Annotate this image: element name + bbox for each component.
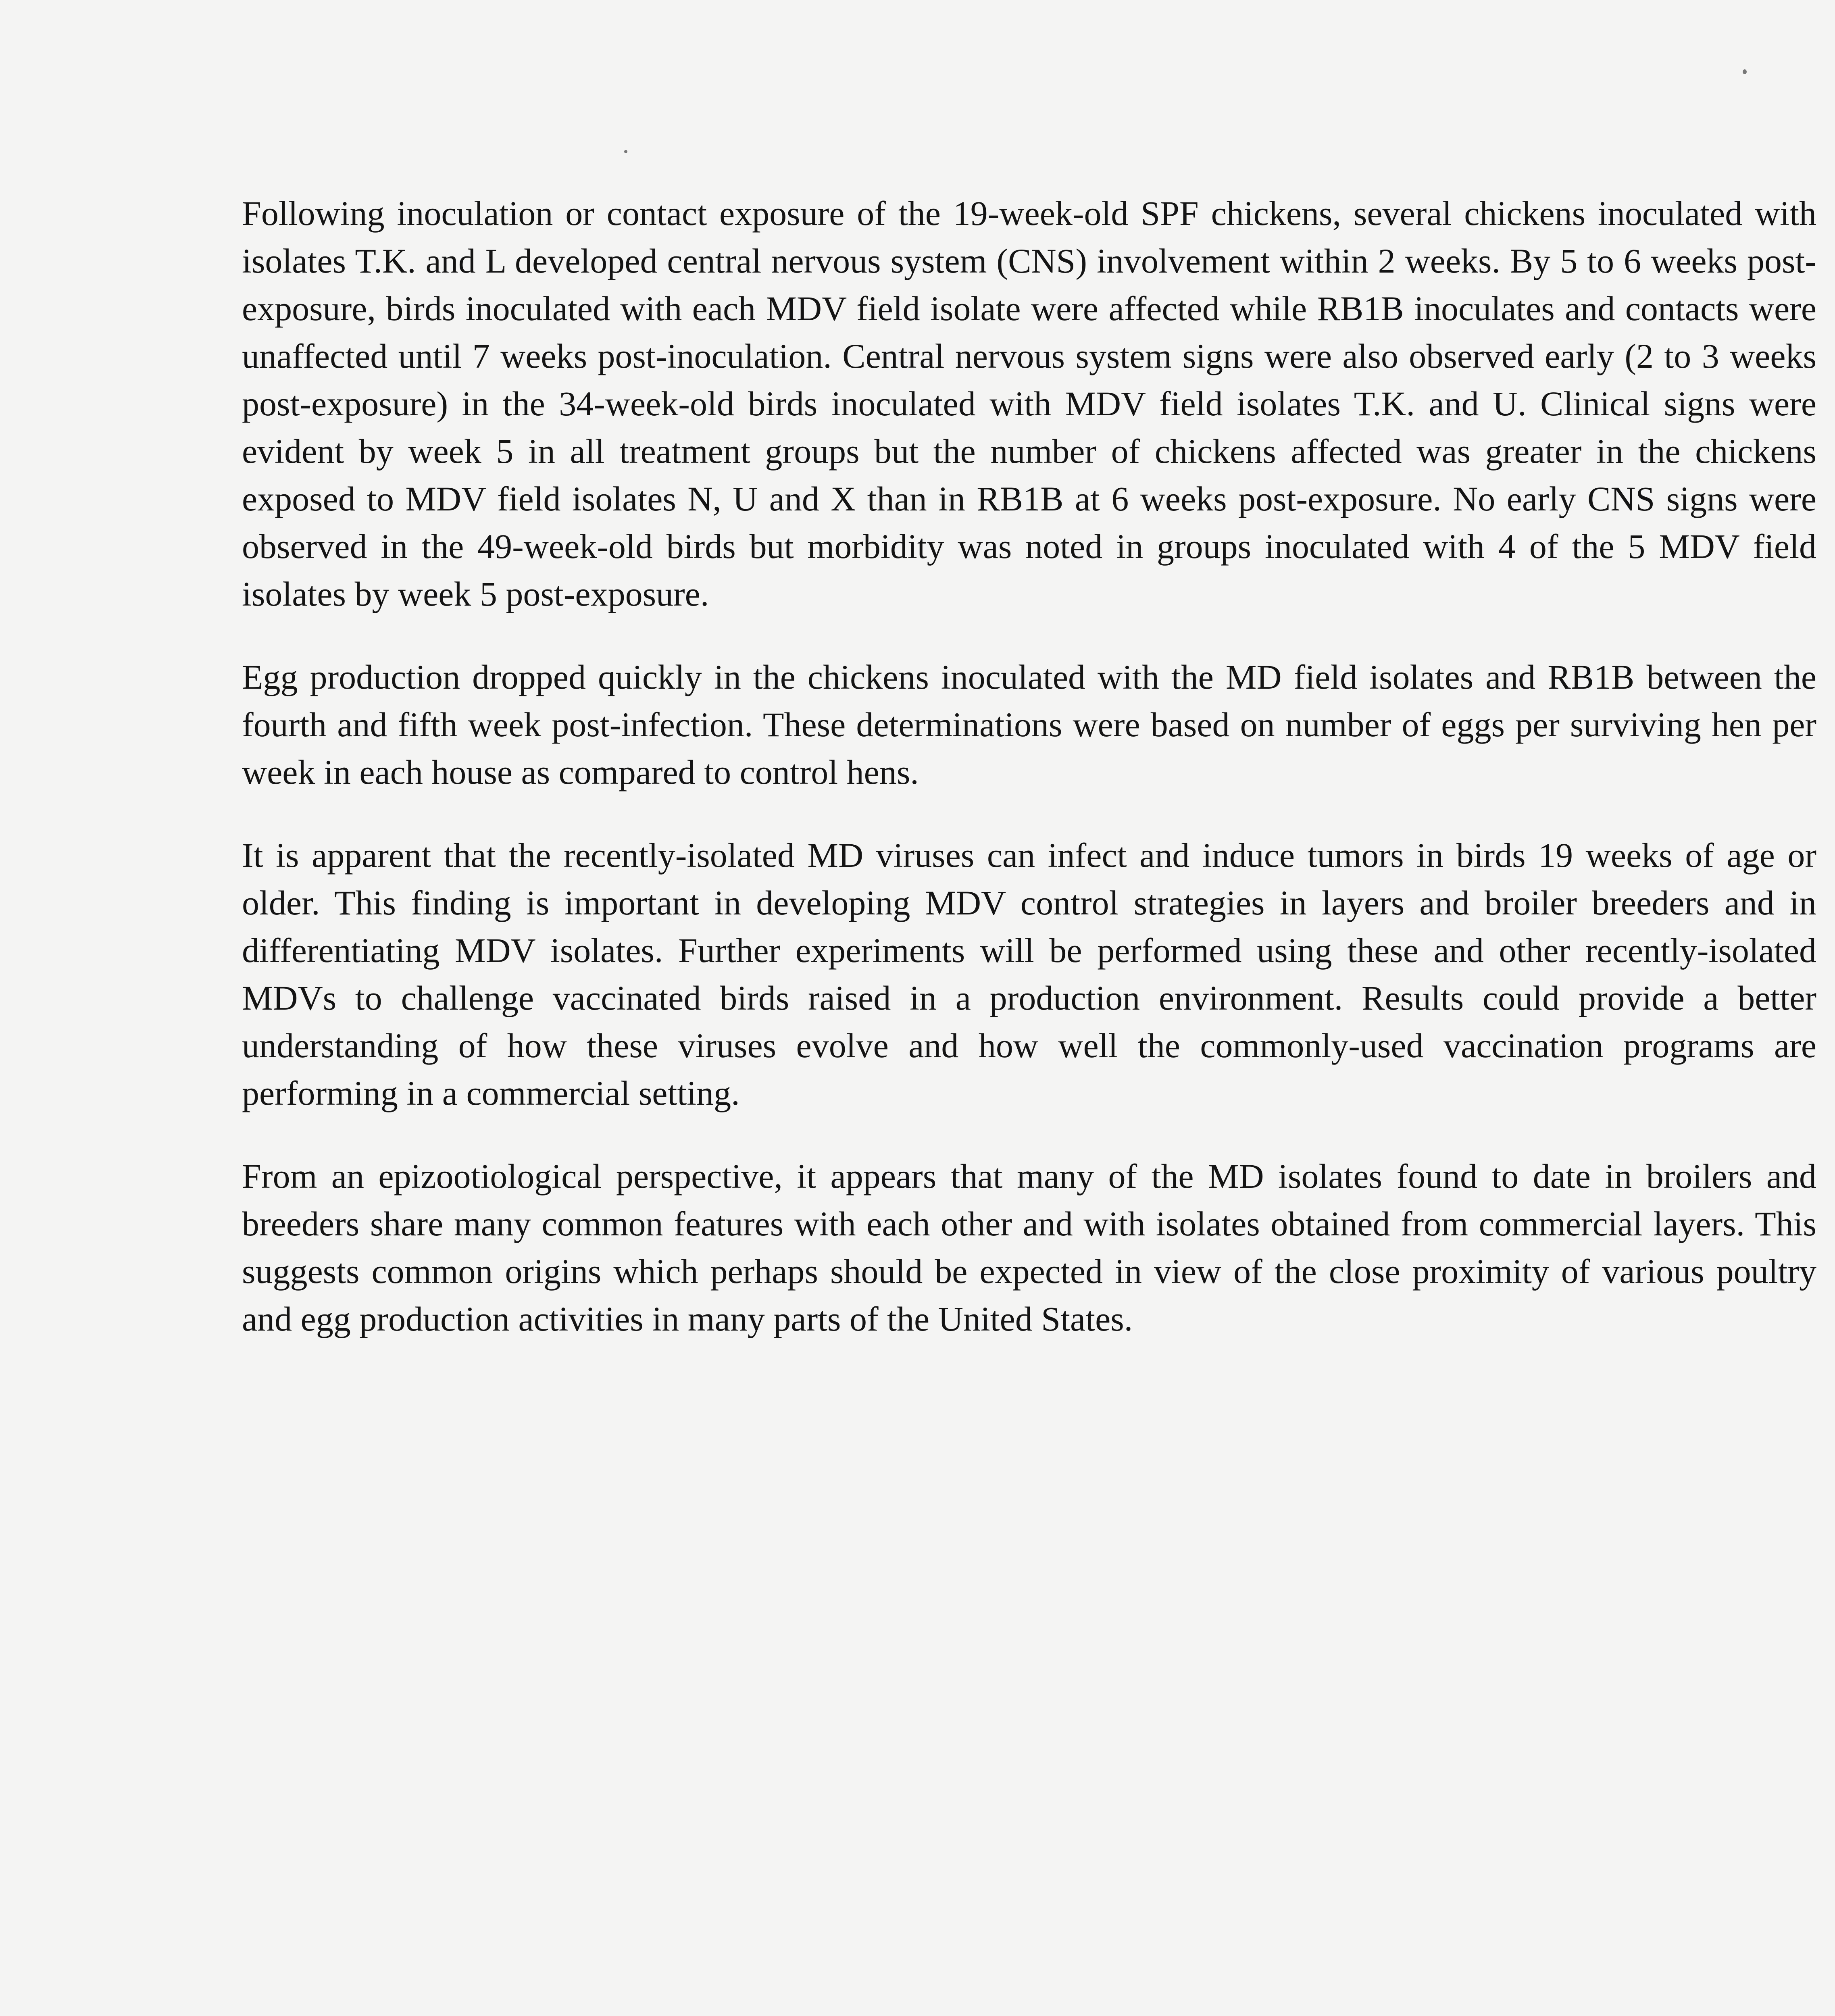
paper-speck <box>624 150 627 153</box>
paragraph-inoculation-results: Following inoculation or contact exposure of the 19-week-old SPF chickens, several chickens inoculated with isolates T.K. and L developed central nervous system (CNS) involvement within 2 weeks. By 5 to 6 weeks post-exposure, birds inoculated with each MDV field isolate were affected while RB1B inoculates and contacts were unaffected until 7 weeks post-inoculation. Central nervous system signs were also observed early (2 to 3 weeks post-exposure) in the 34-week-old birds inoculated with MDV field isolates T.K. and U. Clinical signs were evident by week 5 in all treatment groups but the number of chickens affected was greater in the chickens exposed to MDV field isolates N, U and X than in RB1B at 6 weeks post-exposure. No early CNS signs were observed in the 49-week-old birds but morbidity was noted in groups inoculated with 4 of the 5 MDV field isolates by week 5 post-exposure. <box>242 194 1816 613</box>
paragraph-conclusions: It is apparent that the recently-isolated MD viruses can infect and induce tumors in birds 19 weeks of age or older. This finding is important in developing MDV control strategies in layers and broiler breeders and in differentiating MDV isolates. Further experiments will be performed using these and other recently-isolated MDVs to challenge vaccinated birds raised in a production environment. Results could provide a better understanding of how these viruses evolve and how well the commonly-used vaccination programs are performing in a commercial setting. <box>242 836 1816 1112</box>
paper-speck <box>1743 69 1747 74</box>
paragraph-epizootiology: From an epizootiological perspective, it appears that many of the MD isolates found to date in broilers and breeders share many common features with each other and with isolates obtained from commercial layers. This suggests common origins which perhaps should be expected in view of the close proximity of various poultry and egg production activities in many parts of the United States. <box>242 1157 1816 1338</box>
paragraph-egg-production: Egg production dropped quickly in the chickens inoculated with the MD field isolates and RB1B between the fourth and fifth week post-infection. These determinations were based on number of eggs per surviving hen per week in each house as compared to control hens. <box>242 658 1816 791</box>
body-text <box>242 190 1816 1378</box>
